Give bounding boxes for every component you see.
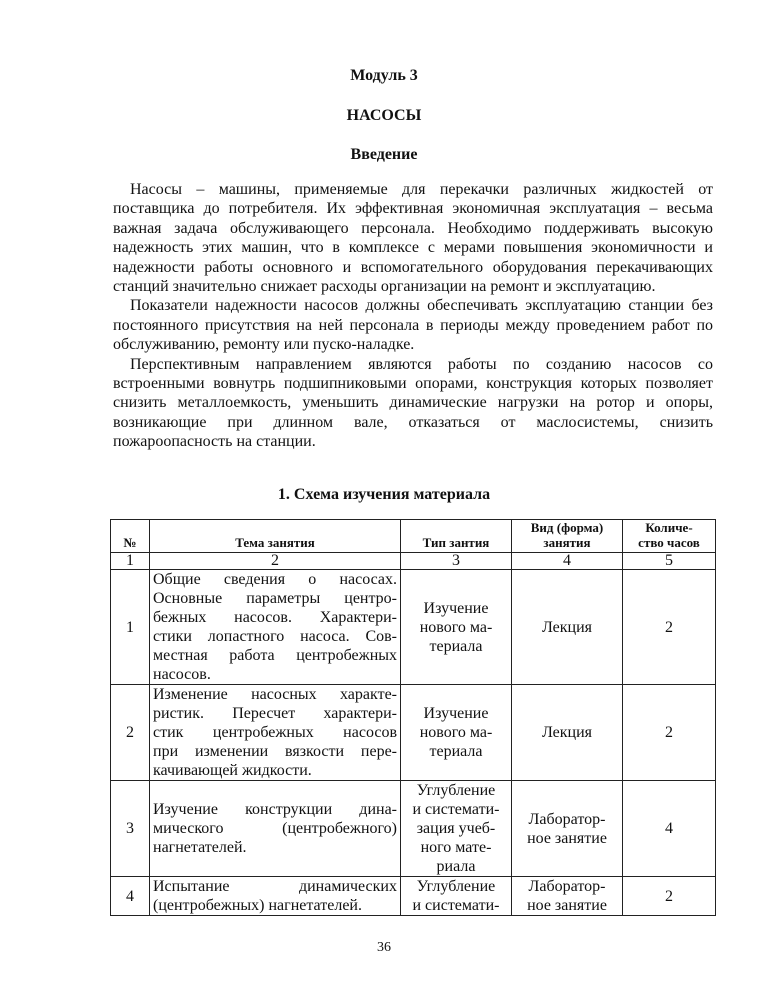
topic-line: Испытание динамических: [153, 878, 397, 895]
lesson-type-line: нового ма-: [419, 724, 493, 741]
body-paragraph: Перспективным направлением являются работы по созданию насосов со встроенными вовнутрь подшипниковыми опорами, конструкция которых позволяет снизить металлоемкость, уменьшить динамические нагрузки на ротор и опоры, возникающие при длинном вале, отказаться от маслосистемы, снизить пожароопасность на станции.: [113, 355, 713, 451]
column-index-row: [111, 553, 716, 570]
page-number: 36: [377, 940, 391, 955]
lesson-type-line: ного мате-: [420, 839, 492, 856]
hours-cell: 2: [623, 877, 716, 916]
index-cell: 3: [401, 553, 512, 570]
index-cell: 2: [150, 553, 401, 570]
header-form-line1: Вид (форма): [530, 520, 604, 535]
table-row: [111, 781, 716, 877]
hours-cell: 2: [623, 685, 716, 781]
introduction-heading: Введение: [350, 146, 418, 163]
lesson-form-cell: [512, 685, 623, 781]
topic-line: нагнетателей.: [153, 839, 247, 856]
lesson-form-line: Лекция: [541, 618, 593, 636]
header-hours: [623, 520, 716, 553]
lesson-type-line: Изучение: [423, 599, 489, 617]
header-num: №: [111, 520, 150, 553]
topic-line: стик центробежных насосов: [153, 724, 397, 741]
topic-cell: [150, 781, 401, 877]
lesson-type-line: териала: [429, 743, 483, 760]
lesson-type-cell: [401, 877, 512, 916]
topic-line: при изменении вязкости пере-: [153, 743, 397, 760]
header-hours-line1: Количе-: [645, 520, 693, 535]
lesson-type-cell: [401, 781, 512, 877]
table-row: [111, 685, 716, 781]
lesson-type-line: Углубление: [416, 878, 496, 895]
row-number-cell: 4: [111, 877, 150, 916]
section-title: НАСОСЫ: [346, 107, 422, 124]
index-cell: 1: [111, 553, 150, 570]
topic-cell: [150, 685, 401, 781]
topic-cell: [150, 877, 401, 916]
index-cell: 5: [623, 553, 716, 570]
topic-line: мического (центробежного): [153, 820, 397, 837]
body-paragraph: Показатели надежности насосов должны обеспечивать эксплуатацию станции без постоянного присутствия на ней персонала в периоды между проведением работ по обслуживанию, ремонту или пуско-наладке.: [113, 297, 713, 354]
topic-line: Изучение конструкции дина-: [153, 801, 397, 818]
body-text: [113, 180, 713, 452]
lesson-form-line: ное занятие: [527, 897, 607, 914]
topic-line: качивающей жидкости.: [153, 762, 312, 779]
topic-line: стики лопастного насоса. Сов-: [153, 628, 397, 645]
header-form: [512, 520, 623, 553]
topic-cell: [150, 570, 401, 685]
row-number-cell: 1: [111, 570, 150, 685]
topic-line: Изменение насосных характе-: [153, 686, 397, 703]
topic-line: Общие сведения о насосах.: [153, 571, 397, 588]
table-header-row: [111, 520, 716, 553]
lesson-form-cell: [512, 877, 623, 916]
table-row: [111, 877, 716, 916]
hours-cell: 2: [623, 570, 716, 685]
lesson-type-line: и системати-: [412, 897, 500, 914]
topic-line: Основные параметры центро-: [153, 590, 397, 607]
header-hours-line2: ство часов: [638, 535, 700, 550]
lesson-form-line: Лабоpатор-: [528, 878, 606, 895]
lesson-type-line: риала: [436, 858, 476, 875]
topic-line: ристик. Пересчет характери-: [153, 705, 397, 722]
topic-line: местная работа центробежных: [153, 647, 397, 664]
body-paragraph: Насосы – машины, применяемые для перекачки различных жидкостей от поставщика до потребителя. Их эффективная экономичная эксплуатация – весьма важная задача обслуживающего персонала. Необходимо поддерживать высокую надежность этих машин, что в комплексе с мерами повышения экономичности и надежности работы основного и вспомогательного оборудования перекачивающих станций значительно снижает расходы организации на ремонт и эксплуатацию.: [113, 181, 713, 296]
lesson-type-line: Изучение: [423, 705, 489, 722]
lesson-form-line: Лекция: [541, 724, 593, 741]
lesson-type-cell: [401, 685, 512, 781]
row-number-cell: 2: [111, 685, 150, 781]
lesson-form-cell: [512, 570, 623, 685]
lesson-type-line: нового ма-: [419, 618, 493, 636]
lesson-type-line: зация учеб-: [416, 820, 496, 837]
header-type: Тип зантия: [401, 520, 512, 553]
lesson-type-line: Углубление: [416, 782, 496, 799]
lesson-type-line: териала: [429, 637, 483, 655]
lesson-type-line: и системати-: [412, 801, 500, 818]
lesson-form-line: Лабоpатор-: [528, 810, 606, 828]
lesson-form-line: ное занятие: [527, 829, 607, 847]
topic-line: насосов.: [153, 666, 211, 683]
index-cell: 4: [512, 553, 623, 570]
header-topic: Тема занятия: [150, 520, 401, 553]
row-number-cell: 3: [111, 781, 150, 877]
module-title: Модуль 3: [350, 67, 418, 84]
lesson-form-cell: [512, 781, 623, 877]
lesson-type-cell: [401, 570, 512, 685]
topic-line: (центробежных) нагнетателей.: [153, 897, 362, 914]
topic-line: бежных насосов. Характери-: [153, 609, 397, 626]
scheme-heading: 1. Схема изучения материала: [277, 486, 491, 503]
table-row: [111, 570, 716, 685]
hours-cell: 4: [623, 781, 716, 877]
header-form-line2: занятия: [543, 535, 591, 550]
study-plan-table: [110, 519, 716, 916]
